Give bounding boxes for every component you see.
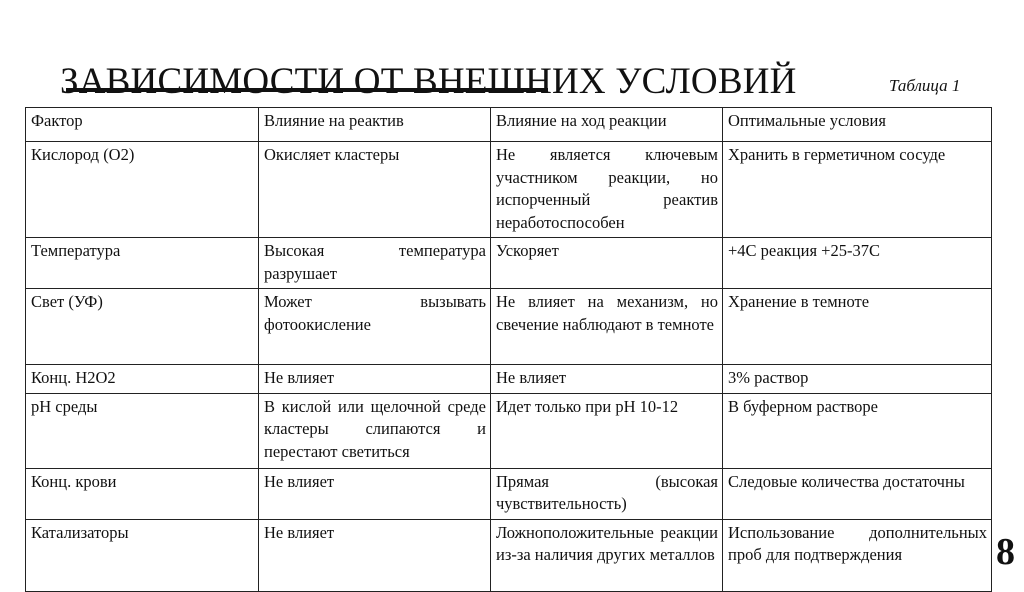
table-row — [26, 393, 992, 468]
table-row — [26, 289, 992, 365]
table-cell: +4С реакция +25-37С — [723, 238, 992, 289]
table-cell: Использование дополнительных проб для подтверждения — [723, 519, 992, 591]
table-cell: Хранить в герметичном сосуде — [723, 142, 992, 238]
table-cell: Высокая температура разрушает — [259, 238, 491, 289]
table-cell: В кислой или щелочной среде кластеры слипаются и перестают светиться — [259, 393, 491, 468]
table-cell: Катализаторы — [26, 519, 259, 591]
header-cell: Фактор — [26, 108, 259, 142]
table-cell: Свет (УФ) — [26, 289, 259, 365]
table-cell: Окисляет кластеры — [259, 142, 491, 238]
table-cell: Не влияет — [259, 519, 491, 591]
table-cell: 3% раствор — [723, 365, 992, 394]
table-cell: Не влияет — [259, 365, 491, 394]
table-cell: Идет только при pH 10-12 — [491, 393, 723, 468]
conditions-table — [25, 107, 992, 592]
table-row — [26, 238, 992, 289]
table-cell: Следовые количества достаточны — [723, 468, 992, 519]
table-cell: Ложноположительные реакции из-за наличия других металлов — [491, 519, 723, 591]
table-cell: Конц. Н2О2 — [26, 365, 259, 394]
table-cell: Не влияет на механизм, но свечение наблюдают в темноте — [491, 289, 723, 365]
table-row — [26, 519, 992, 591]
table-header-row — [26, 108, 992, 142]
table-cell: pH среды — [26, 393, 259, 468]
table-row — [26, 142, 992, 238]
page-title: ЗАВИСИМОСТИ ОТ ВНЕШНИХ УСЛОВИЙ — [60, 61, 797, 102]
table-cell: Температура — [26, 238, 259, 289]
page-number: 8 — [996, 531, 1015, 573]
table-cell: Не влияет — [491, 365, 723, 394]
header-cell: Влияние на реактив — [259, 108, 491, 142]
table-row — [26, 468, 992, 519]
table-cell: Ускоряет — [491, 238, 723, 289]
header-cell: Оптимальные условия — [723, 108, 992, 142]
table-row — [26, 365, 992, 394]
table-caption: Таблица 1 — [889, 76, 961, 95]
header-cell: Влияние на ход реакции — [491, 108, 723, 142]
table-cell: Кислород (О2) — [26, 142, 259, 238]
table-cell: Прямая (высокая чувствительность) — [491, 468, 723, 519]
table-cell: Хранение в темноте — [723, 289, 992, 365]
table-cell: Не влияет — [259, 468, 491, 519]
conditions-table-container — [25, 107, 991, 592]
table-cell: Конц. крови — [26, 468, 259, 519]
table-cell: Может вызывать фотоокисление — [259, 289, 491, 365]
table-cell: Не является ключевым участником реакции, но испорченный реактив неработоспособен — [491, 142, 723, 238]
table-cell: В буферном растворе — [723, 393, 992, 468]
